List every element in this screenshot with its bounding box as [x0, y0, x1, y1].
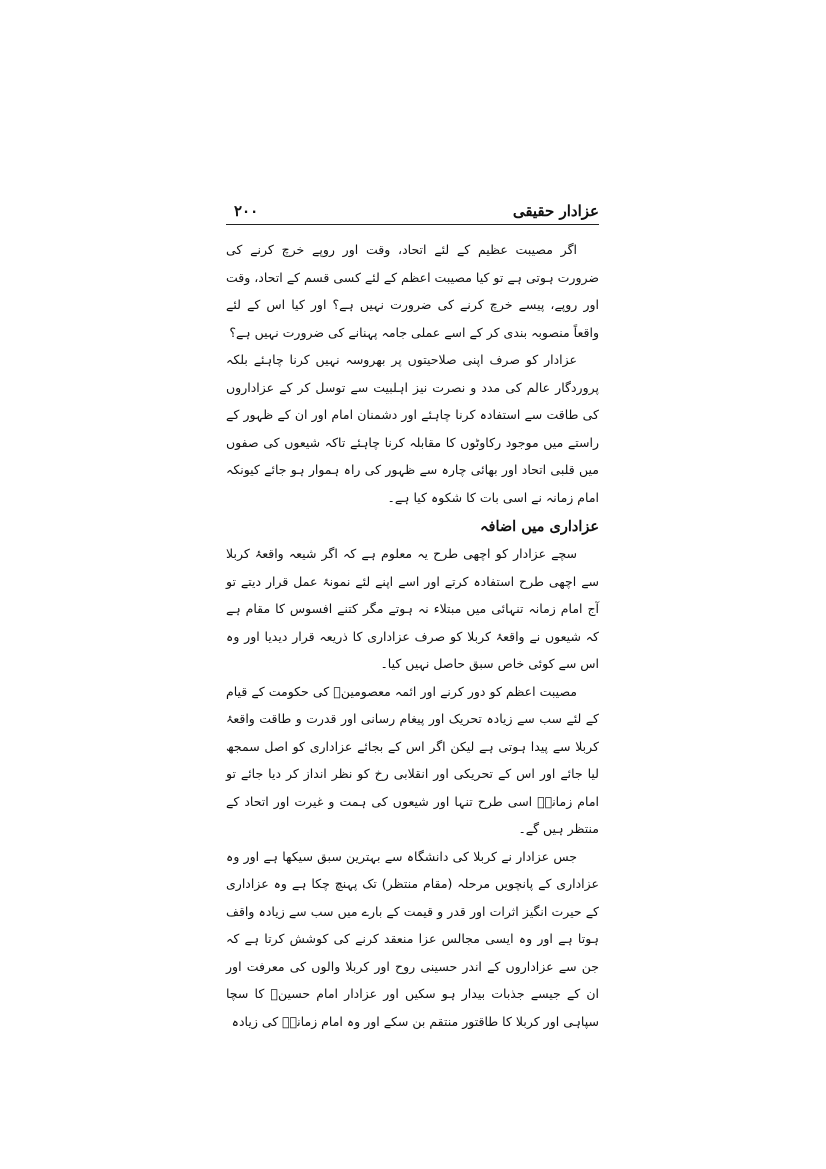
page-header: [226, 200, 599, 226]
section-paragraph: جس عزادار نے کربلا کی دانشگاہ سے بہترین سبق سیکھا ہے اور وہ عزاداری کے پانچویں مرحلہ (مقام منتظر) تک پہنچ چکا ہے وہ عزاداری کے حیرت انگیز اثرات اور قدر و قیمت کے بارے میں سب سے زیادہ واقف ہوتا ہے اور وہ ایسی مجالس عزا منعقد کرنے کی کوشش کرتا ہے کہ جن سے عزاداروں کے اندر حسینی روح اور کربلا والوں کی معرفت اور ان کے جیسے جذبات بیدار ہو سکیں اور عزادار امام حسینؑ کا سچا سپاہی اور کربلا کا طاقتور منتقم بن سکے اور وہ امام زمانہؑ کی زیادہ: [226, 848, 599, 1029]
header-divider: [226, 224, 599, 225]
section-paragraph: سچے عزادار کو اچھی طرح یہ معلوم ہے کہ اگر شیعہ واقعۂ کربلا سے اچھی طرح استفادہ کرتے اور اسے اپنے لئے نمونۂ عمل قرار دیتے تو آج امام زمانہ تنہائی میں مبتلاء نہ ہوتے مگر کتنے افسوس کا مقام ہے کہ شیعوں نے واقعۂ کربلا کو صرف عزاداری کا ذریعہ قرار دیدیا اور وہ اس سے کوئی خاص سبق حاصل نہیں کیا۔: [226, 546, 599, 671]
page-body: [226, 236, 599, 1035]
body-paragraph: اگر مصیبت عظیم کے لئے اتحاد، وقت اور روپے خرچ کرنے کی ضرورت ہوتی ہے تو کیا مصیبت اعظم کے لئے کسی قسم کے اتحاد، وقت اور روپے، پیسے خرچ کرنے کی ضرورت نہیں ہے؟ اور کیا اس کے لئے واقعاً منصوبہ بندی کر کے اسے عملی جامہ پہنانے کی ضرورت نہیں ہے؟: [226, 242, 599, 340]
section-paragraph: مصیبت اعظم کو دور کرنے اور ائمہ معصومینؑ کی حکومت کے قیام کے لئے سب سے زیادہ تحریک اور پیغام رسانی اور قدرت و طاقت واقعۂ کربلا سے پیدا ہوتی ہے لیکن اگر اس کے بجائے عزاداری کو اصل سمجھ لیا جائے اور اس کے تحریکی اور انقلابی رخ کو نظر انداز کر دیا جائے تو امام زمانہؑ اسی طرح تنہا اور شیعوں کی ہمت و غیرت اور اتحاد کے منتظر ہیں گے۔: [226, 683, 599, 836]
running-title: عزادار حقیقی: [512, 202, 599, 220]
body-paragraph: عزادار کو صرف اپنی صلاحیتوں پر بھروسہ نہیں کرنا چاہئے بلکہ پروردگار عالم کی مدد و نصرت نیز اہلبیت سے توسل کر کے عزاداروں کی طاقت سے استفادہ کرنا چاہئے اور دشمنان امام اور ان کے ظہور کے راستے میں موجود رکاوٹوں کا مقابلہ کرنا چاہئے تاکہ شیعوں کی صفوں میں قلبی اتحاد اور بھائی چارہ سے ظہور کی راہ ہموار ہو جائے کیونکہ امام زمانہ نے اسی بات کا شکوہ کیا ہے۔: [226, 352, 599, 505]
section-heading: عزاداری میں اضافہ: [480, 518, 599, 535]
page-number: ۲۰۰: [234, 202, 259, 220]
